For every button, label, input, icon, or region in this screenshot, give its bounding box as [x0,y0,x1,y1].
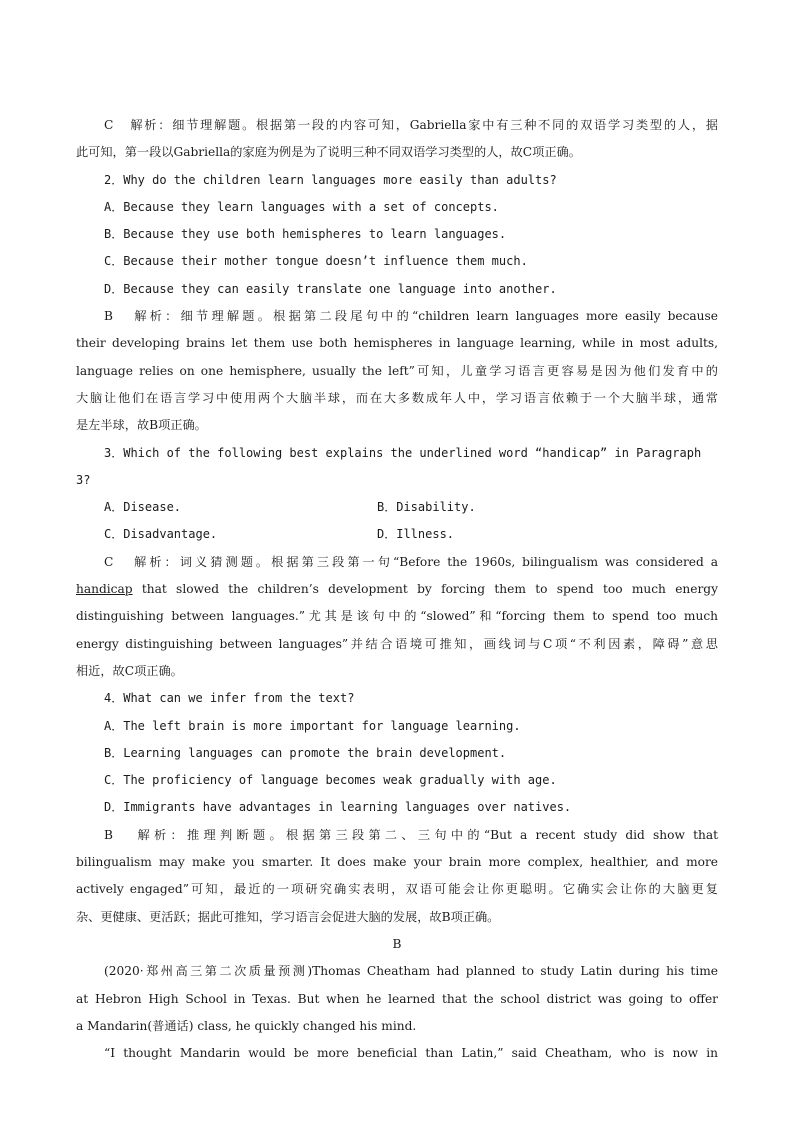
q3-explanation-line [76,576,718,603]
q3-explanation-line [76,549,718,576]
q2-explanation-line [76,303,718,330]
section-heading: B [392,936,402,951]
explanation-text: 解析：推理判断题。根据第三段第二、三句中的“But a recent study did show that [137,827,718,842]
option-b: B．Learning languages can promote the brain development. [104,745,507,760]
explanation-text: 解析：词义猜测题。根据第三段第一句“Before the 1960s, bilingualism was considered a [134,554,719,569]
options-row [76,521,718,548]
option-a: A．The left brain is more important for language learning. [104,718,521,733]
explanation-text: that slowed the children’s development by forcing them to spend too much energy [132,582,718,597]
q4-explanation-line: 杂、更健康、更活跃；据此可推知，学习语言会促进大脑的发展，故B项正确。 [76,909,500,924]
question-stem: 3．Which of the following best explains the underlined word “handicap” in Paragraph 3? [76,445,702,487]
option-a: A．Disease. [104,500,182,515]
q1-explanation-line: 此可知，第一段以Gabriella的家庭为例是为了说明三种不同双语学习类型的人，故C项正确。 [76,145,581,160]
option-c: C．The proficiency of language becomes weak gradually with age. [104,773,557,788]
passage-line: at Hebron High School in Texas. But when he learned that the school district was going to offer [76,991,718,1006]
q4-explanation-line: bilingualism may make you smarter. It does make your brain more complex, healthier, and more [76,855,718,870]
answer-letter: C [104,554,114,569]
answer-letter: B [104,827,113,842]
option-b: B．Because they use both hemispheres to learn languages. [104,227,507,242]
explanation-text: 解析：细节理解题。根据第一段的内容可知，Gabriella家中有三种不同的双语学习类型的人，据 [130,118,718,132]
option-d: D．Because they can easily translate one language into another. [104,281,557,296]
q2-explanation-line: language relies on one hemisphere, usually the left”可知，儿童学习语言更容易是因为他们发育中的 [76,363,718,378]
q3-explanation-line: energy distinguishing between languages”并结合语境可推知，画线词与C项“不利因素，障碍”意思 [76,636,718,651]
q2-explanation-line: their developing brains let them use both hemispheres in language learning, while in most adults, [76,336,718,351]
option-c: C．Disadvantage. [104,527,218,542]
answer-letter: C [104,118,114,132]
answer-letter: B [104,309,113,324]
option-d: D．Immigrants have advantages in learning languages over natives. [104,800,572,815]
q4-explanation-line: actively engaged”可知，最近的一项研究确实表明，双语可能会让你更聪明。它确实会让你的大脑更复 [76,882,718,897]
underlined-word: handicap [76,582,133,597]
option-d: D．Illness. [377,527,455,542]
option-c: C．Because their mother tongue doesn’t influence them much. [104,254,528,269]
option-b: B．Disability. [377,500,476,515]
passage-line: (2020·郑州高三第二次质量预测)Thomas Cheatham had planned to study Latin during his time [104,964,718,979]
option-a: A．Because they learn languages with a set of concepts. [104,199,499,214]
page-content [76,112,718,1067]
q3-explanation-line: distinguishing between languages.”尤其是该句中的“slowed”和“forcing them to spend too much [76,609,718,624]
passage-line: “I thought Mandarin would be more beneficial than Latin,” said Cheatham, who is now in [104,1046,718,1061]
options-row [76,494,718,521]
explanation-text: 解析：细节理解题。根据第二段尾句中的“children learn languages more easily because [134,309,718,324]
q2-explanation-line: 是左半球，故B项正确。 [76,418,207,433]
q2-explanation-line: 大脑让他们在语言学习中使用两个大脑半球，而在大多数成年人中，学习语言依赖于一个大脑半球，通常 [76,390,718,405]
q3-explanation-line: 相近，故C项正确。 [76,663,183,678]
passage-line: a Mandarin(普通话) class, he quickly changed his mind. [76,1018,417,1033]
question-stem: 2．Why do the children learn languages more easily than adults? [104,172,557,187]
q1-explanation-line [76,112,718,139]
question-stem: 4．What can we infer from the text? [104,691,355,706]
q4-explanation-line [76,822,718,849]
